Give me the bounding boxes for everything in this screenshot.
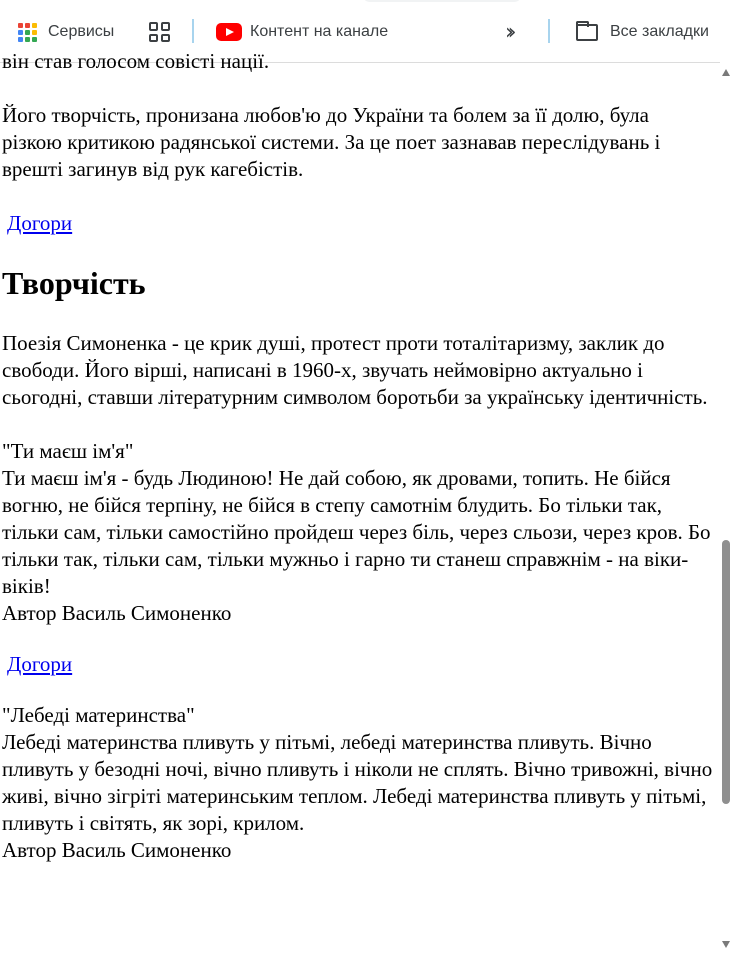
poem-author: Автор Василь Симоненко xyxy=(2,601,232,625)
google-apps-icon xyxy=(18,23,37,42)
page-content xyxy=(0,49,720,957)
youtube-icon xyxy=(216,23,242,41)
folder-icon xyxy=(576,24,598,41)
scroll-down-arrow-icon[interactable] xyxy=(722,941,730,948)
bookmark-services-label: Сервисы xyxy=(48,23,115,40)
poem-title-2: "Лебеді материнства" xyxy=(2,703,195,727)
paragraph-creativity-criticism: Його творчість, пронизана любов'ю до України та болем за її долю, була різкою критикою радянської системи. За це поет зазнавав переслідувань і врешті загинув від рук кагебістів. xyxy=(2,103,661,181)
partial-paragraph: він став голосом совісті нації. xyxy=(2,49,270,73)
poem-text-2: Лебеді материнства пливуть у пітьмі, лебеді материнства пливуть. Вічно пливуть у безодні ночі, вічно пливуть і ніколи не сплять. Вічно тривожні, вічно живі, вічно зігріті материнським теплом. Лебеді материнства пливуть у пітьмі, пливуть і світять, як зорі, крилом. xyxy=(2,730,713,835)
back-to-top-link-2[interactable]: Догори xyxy=(7,652,73,676)
bookmark-services[interactable] xyxy=(18,20,114,44)
scroll-up-arrow-icon[interactable] xyxy=(722,69,730,76)
tab-groups-button[interactable] xyxy=(149,20,169,44)
grid-icon xyxy=(149,22,169,42)
all-bookmarks-button[interactable] xyxy=(576,20,709,44)
tab-strip-edge xyxy=(362,0,522,2)
poem-block xyxy=(2,438,714,627)
all-bookmarks-label: Все закладки xyxy=(610,23,709,40)
poem-text: Ти маєш ім'я - будь Людиною! Не дай собою, як дровами, топить. Не бійся вогню, не бійся терпіну, не бійся в степу самотнім блудить. Бо тільки так, тільки сам, тільки самостійно пройдеш через біль, через сльози, через кров. Бо тільки так, тільки сам, тільки мужньо і гарно ти станеш справжнім - на віки-віків! xyxy=(2,466,711,598)
bookmark-channel-content[interactable] xyxy=(216,20,388,44)
poem-author-2: Автор Василь Симоненко xyxy=(2,838,232,862)
paragraph-poetry: Поезія Симоненка - це крик душі, протест проти тоталітаризму, заклик до свободи. Його вірші, написані в 1960-х, звучать неймовірно актуально і сьогодні, ставши літературним символом боротьби за українську ідентичність. xyxy=(2,331,708,409)
poem-title: "Ти маєш ім'я" xyxy=(2,439,134,463)
more-bookmarks-button[interactable] xyxy=(505,20,511,44)
poem-block-2 xyxy=(2,702,714,864)
bookmarks-separator-2 xyxy=(548,19,550,43)
vertical-scrollbar[interactable] xyxy=(720,62,732,957)
bookmarks-separator xyxy=(192,19,194,43)
double-chevron-right-icon: ›› xyxy=(505,19,511,45)
section-heading: Творчість xyxy=(2,265,146,301)
back-to-top-link[interactable]: Догори xyxy=(7,211,73,235)
article xyxy=(2,48,714,888)
bookmark-channel-content-label: Контент на канале xyxy=(250,23,389,40)
scrollbar-thumb[interactable] xyxy=(722,540,730,804)
